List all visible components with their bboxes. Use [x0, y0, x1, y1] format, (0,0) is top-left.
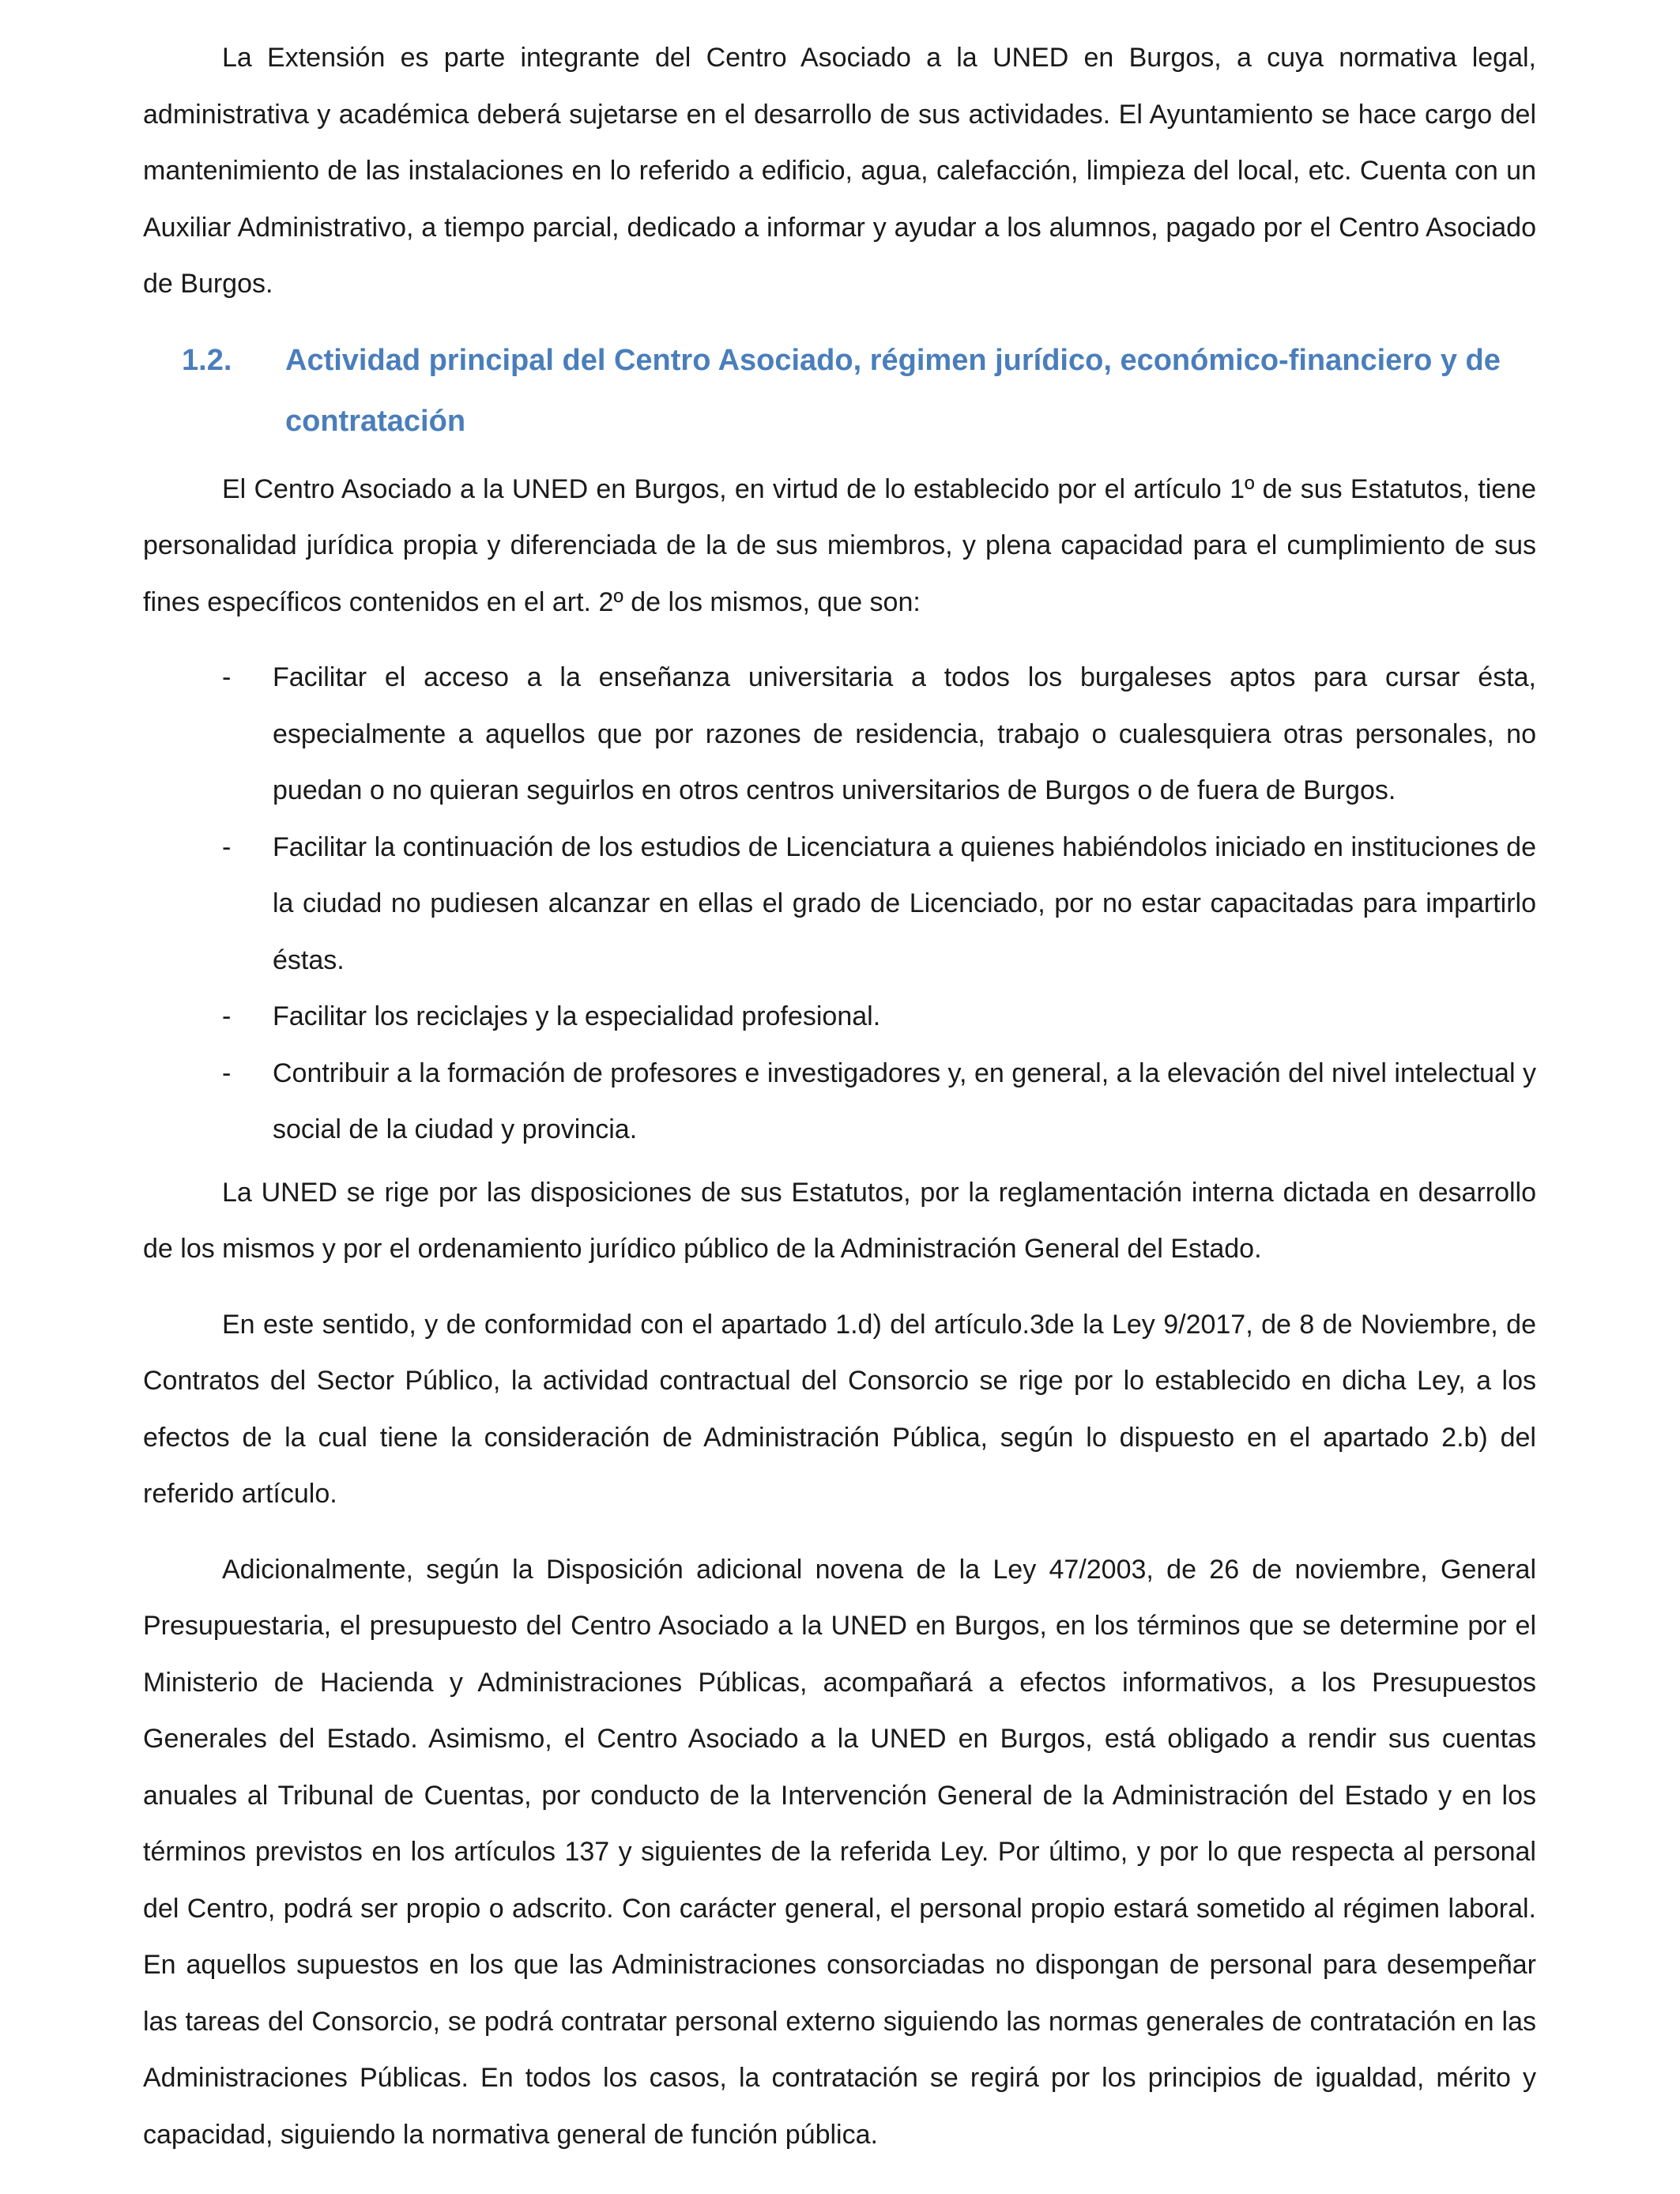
list-item	[143, 820, 1536, 990]
list-bullet: -	[222, 1001, 232, 1031]
list-bullet: -	[222, 662, 232, 692]
paragraph-extension: La Extensión es parte integrante del Centro Asociado a la UNED en Burgos, a cuya normativa legal, administrativa y académica deberá sujetarse en el desarrollo de sus actividades. El Ayuntamiento se hace cargo del mantenimiento de las instalaciones en lo referido a edificio, agua, calefacción, limpieza del local, etc. Cuenta con un Auxiliar Administrativo, a tiempo parcial, dedicado a informar y ayudar a los alumnos, pagado por el Centro Asociado de Burgos.	[143, 43, 1536, 299]
section-number: 1.2.	[182, 343, 232, 377]
list-item-text: Contribuir a la formación de profesores e investigadores y, en general, a la elevación del nivel intelectual y social de la ciudad y provincia.	[273, 1057, 1536, 1144]
list-bullet: -	[222, 1057, 232, 1088]
list-item-text: Facilitar la continuación de los estudios de Licenciatura a quienes habiéndolos iniciado en instituciones de la ciudad no pudiesen alcanzar en ellas el grado de Licenciado, por no estar capacitadas para impartirlo éstas.	[273, 831, 1536, 975]
paragraph-spacer	[143, 1523, 1536, 1542]
paragraph-contracts: En este sentido, y de conformidad con el apartado 1.d) del artículo.3de la Ley 9/2017, de 8 de Noviembre, de Contratos del Sector Público, la actividad contractual del Consorcio se rige por lo establecido en dicha Ley, a los efectos de la cual tiene la consideración de Administración Pública, según lo dispuesto en el apartado 2.b) del referido artículo.	[143, 1309, 1536, 1509]
list-item	[143, 989, 1536, 1046]
section-title: Actividad principal del Centro Asociado, régimen jurídico, económico-financiero y de contratación	[285, 343, 1501, 438]
paragraph-spacer	[143, 1278, 1536, 1297]
aims-list	[143, 650, 1536, 1159]
paragraph-uned-regulation: La UNED se rige por las disposiciones de sus Estatutos, por la reglamentación interna dictada en desarrollo de los mismos y por el ordenamiento jurídico público de la Administración General del Estado.	[143, 1177, 1536, 1264]
paragraph-budget: Adicionalmente, según la Disposición adicional novena de la Ley 47/2003, de 26 de noviembre, General Presupuestaria, el presupuesto del Centro Asociado a la UNED en Burgos, en los términos que se determine por el Ministerio de Hacienda y Administraciones Públicas, acompañará a efectos informativos, a los Presupuestos Generales del Estado. Asimismo, el Centro Asociado a la UNED en Burgos, está obligado a rendir sus cuentas anuales al Tribunal de Cuentas, por conducto de la Intervención General de la Administración del Estado y en los términos previstos en los artículos 137 y siguientes de la referida Ley. Por último, y por lo que respecta al personal del Centro, podrá ser propio o adscrito. Con carácter general, el personal propio estará sometido al régimen laboral. En aquellos supuestos en los que las Administraciones consorciadas no dispongan de personal para desempeñar las tareas del Consorcio, se podrá contratar personal externo siguiendo las normas generales de contratación en las Administraciones Públicas. En todos los casos, la contratación se regirá por los principios de igualdad, mérito y capacidad, siguiendo la normativa general de función pública.	[143, 1554, 1536, 2150]
document-page	[143, 30, 1536, 2163]
list-item-text: Facilitar los reciclajes y la especialidad profesional.	[273, 1001, 881, 1031]
paragraph-centro-asociado: El Centro Asociado a la UNED en Burgos, en virtud de lo establecido por el artículo 1º de sus Estatutos, tiene personalidad jurídica propia y diferenciada de la de sus miembros, y plena capacidad para el cumplimiento de sus fines específicos contenidos en el art. 2º de los mismos, que son:	[143, 473, 1536, 617]
list-bullet: -	[222, 831, 232, 862]
list-item	[143, 650, 1536, 820]
list-item-text: Facilitar el acceso a la enseñanza universitaria a todos los burgaleses aptos para cursar ésta, especialmente a aquellos que por razones de residencia, trabajo o cualesquiera otras personales, no puedan o no quieran seguirlos en otros centros universitarios de Burgos o de fuera de Burgos.	[273, 662, 1536, 805]
list-item	[143, 1046, 1536, 1159]
section-heading	[182, 330, 1536, 452]
